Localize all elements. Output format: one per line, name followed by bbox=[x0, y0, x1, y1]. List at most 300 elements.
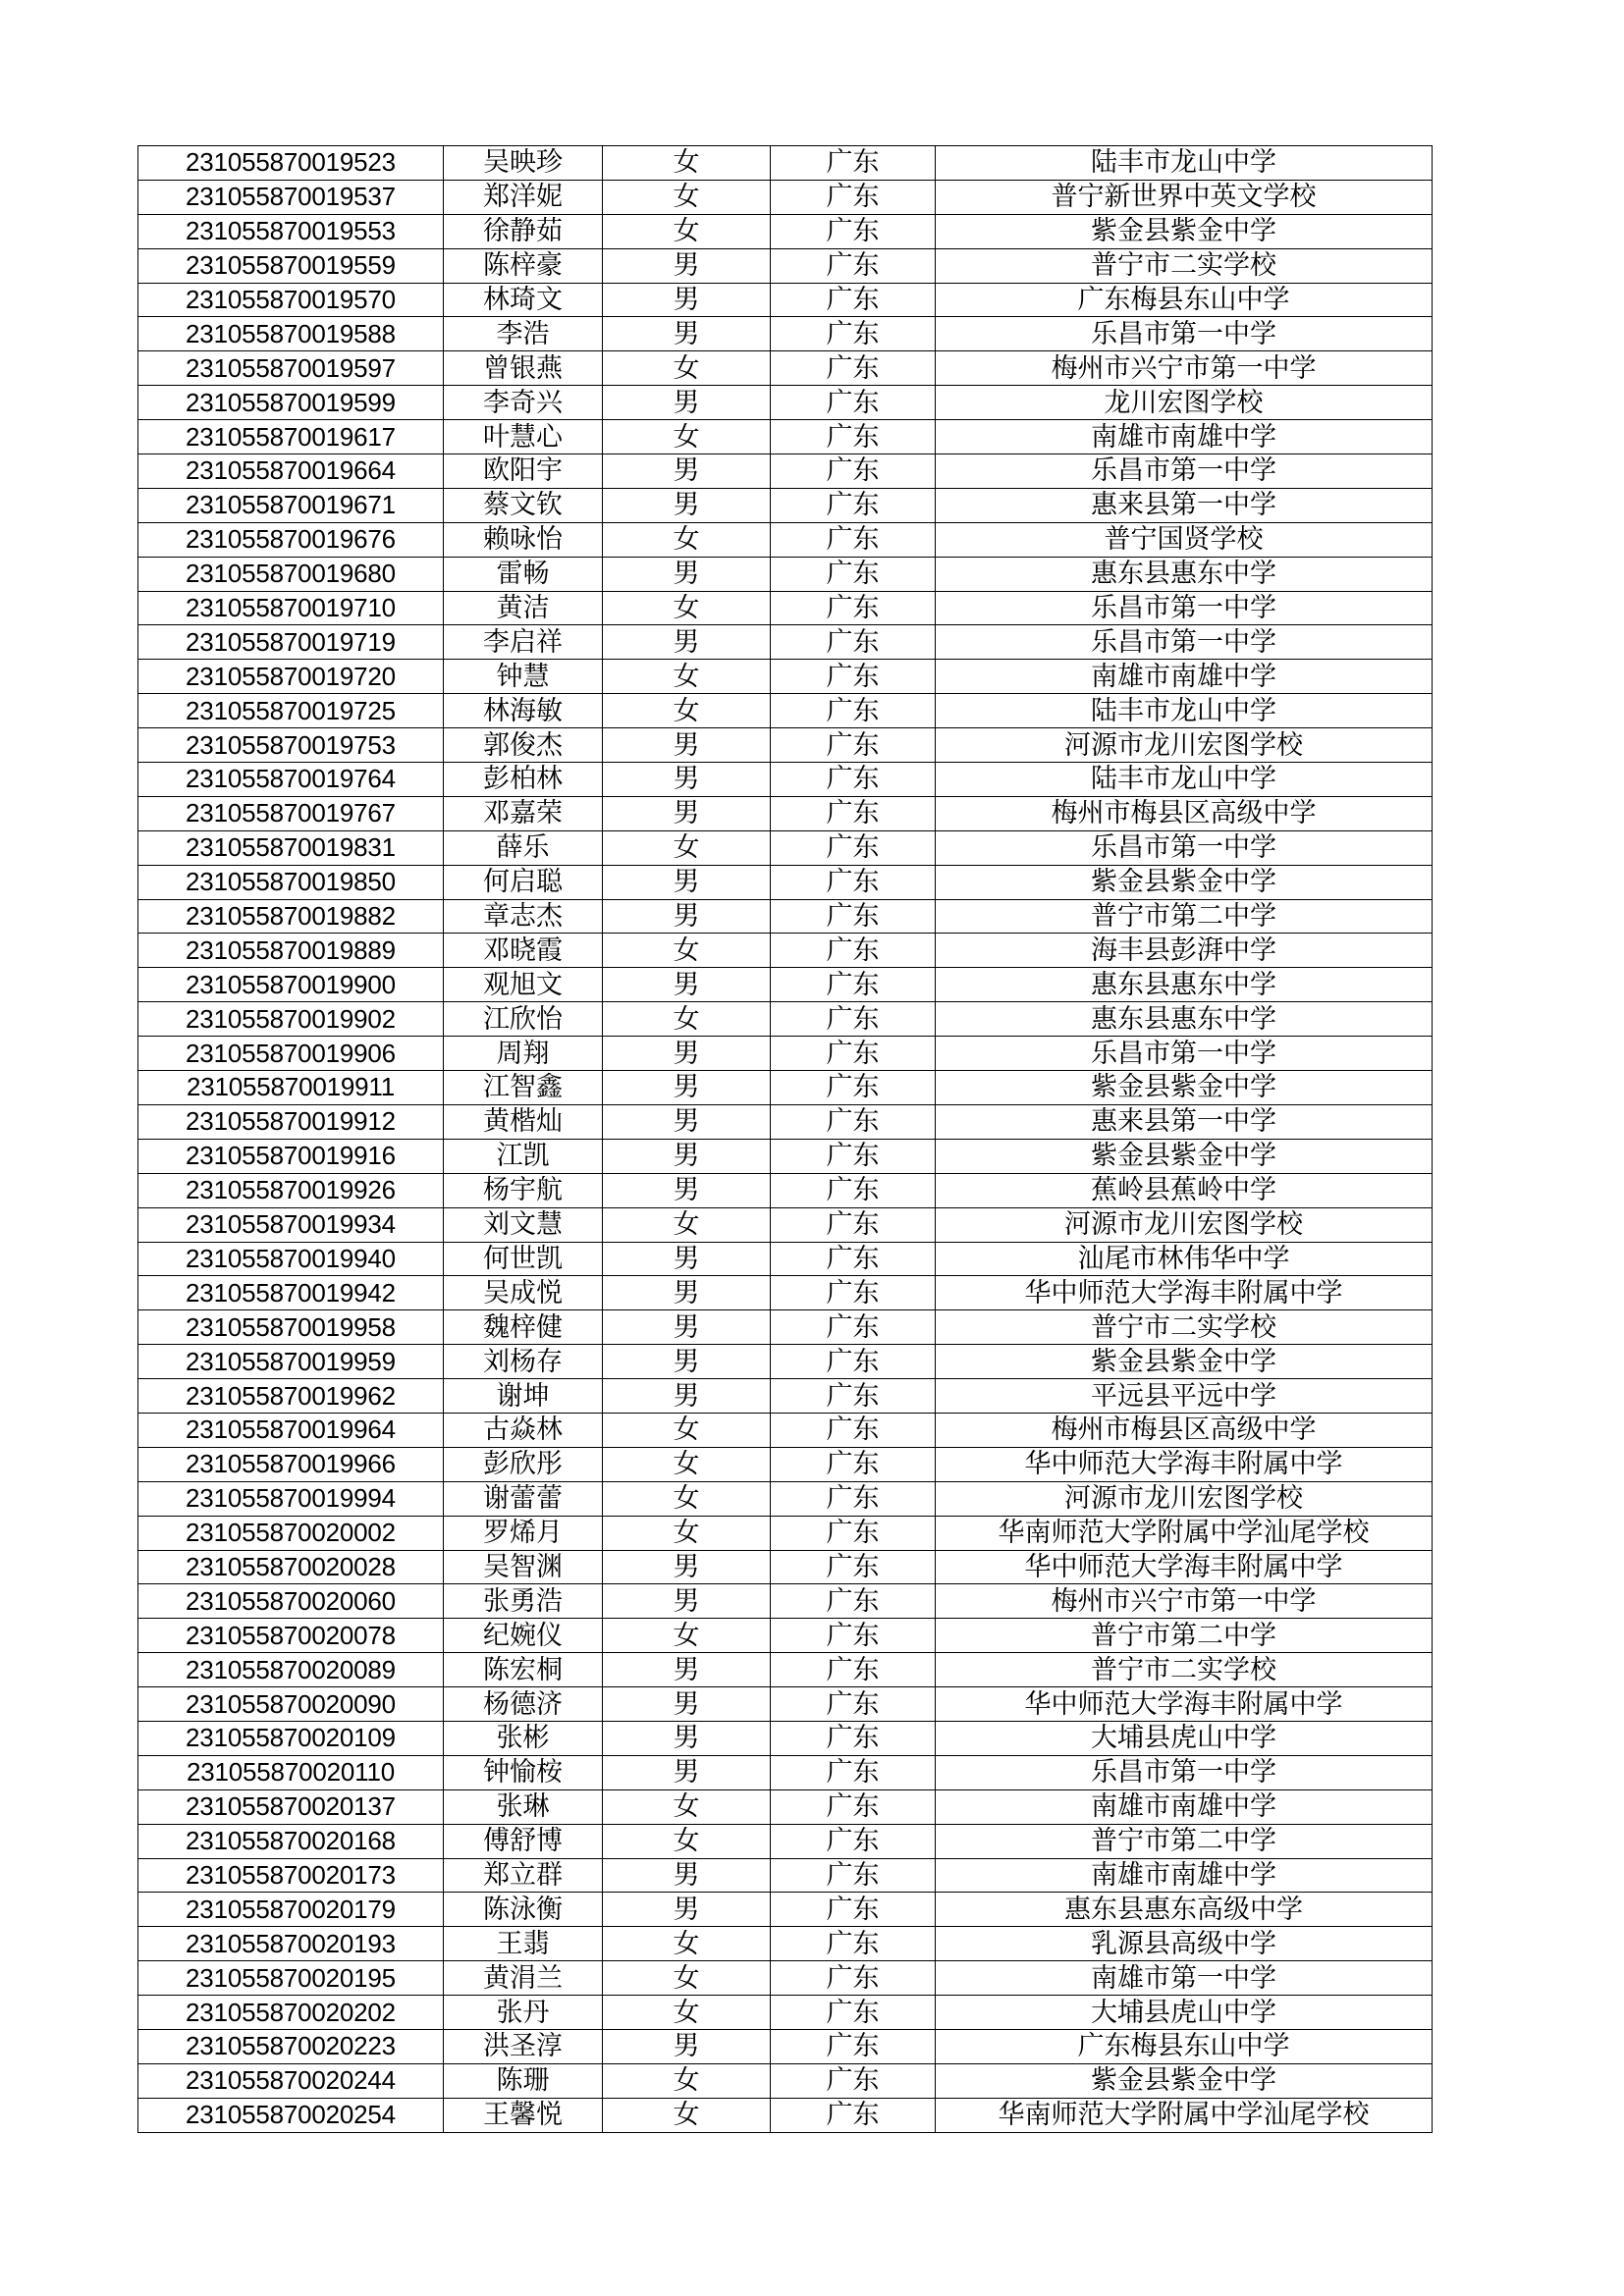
province-cell: 广东 bbox=[771, 351, 936, 386]
student-name-cell: 魏梓健 bbox=[444, 1310, 603, 1345]
gender-cell: 女 bbox=[603, 146, 771, 181]
table-row bbox=[138, 1721, 1433, 1755]
school-cell: 蕉岭县蕉岭中学 bbox=[936, 1173, 1433, 1207]
candidate-id-cell: 231055870019911 bbox=[138, 1071, 444, 1105]
student-name-cell: 张勇浩 bbox=[444, 1584, 603, 1619]
school-cell: 乐昌市第一中学 bbox=[936, 317, 1433, 351]
province-cell: 广东 bbox=[771, 1139, 936, 1173]
candidate-id-cell: 231055870019588 bbox=[138, 317, 444, 351]
candidate-id-cell: 231055870019831 bbox=[138, 830, 444, 865]
province-cell: 广东 bbox=[771, 1413, 936, 1447]
school-cell: 南雄市南雄中学 bbox=[936, 1789, 1433, 1824]
candidate-id-cell: 231055870020202 bbox=[138, 1996, 444, 2030]
gender-cell: 女 bbox=[603, 830, 771, 865]
candidate-id-cell: 231055870019994 bbox=[138, 1481, 444, 1516]
gender-cell: 男 bbox=[603, 488, 771, 522]
gender-cell: 男 bbox=[603, 1550, 771, 1584]
province-cell: 广东 bbox=[771, 1516, 936, 1550]
student-name-cell: 罗烯月 bbox=[444, 1516, 603, 1550]
school-cell: 惠东县惠东高级中学 bbox=[936, 1893, 1433, 1927]
school-cell: 乐昌市第一中学 bbox=[936, 1037, 1433, 1071]
candidate-id-cell: 231055870020090 bbox=[138, 1687, 444, 1722]
candidate-id-cell: 231055870020028 bbox=[138, 1550, 444, 1584]
province-cell: 广东 bbox=[771, 146, 936, 181]
candidate-id-cell: 231055870019958 bbox=[138, 1310, 444, 1345]
gender-cell: 男 bbox=[603, 454, 771, 489]
table-row bbox=[138, 1345, 1433, 1379]
school-cell: 河源市龙川宏图学校 bbox=[936, 1481, 1433, 1516]
school-cell: 华南师范大学附属中学汕尾学校 bbox=[936, 1516, 1433, 1550]
province-cell: 广东 bbox=[771, 591, 936, 625]
province-cell: 广东 bbox=[771, 1002, 936, 1037]
province-cell: 广东 bbox=[771, 248, 936, 283]
school-cell: 广东梅县东山中学 bbox=[936, 2029, 1433, 2063]
school-cell: 南雄市南雄中学 bbox=[936, 420, 1433, 454]
province-cell: 广东 bbox=[771, 283, 936, 317]
candidate-id-cell: 231055870019942 bbox=[138, 1276, 444, 1310]
candidate-id-cell: 231055870020254 bbox=[138, 2098, 444, 2132]
province-cell: 广东 bbox=[771, 1858, 936, 1893]
candidate-id-cell: 231055870019916 bbox=[138, 1139, 444, 1173]
table-row bbox=[138, 1653, 1433, 1687]
gender-cell: 女 bbox=[603, 2098, 771, 2132]
gender-cell: 女 bbox=[603, 1413, 771, 1447]
student-name-cell: 林琦文 bbox=[444, 283, 603, 317]
table-row bbox=[138, 1927, 1433, 1961]
gender-cell: 女 bbox=[603, 522, 771, 557]
student-name-cell: 章志杰 bbox=[444, 899, 603, 934]
gender-cell: 女 bbox=[603, 1824, 771, 1858]
candidate-id-cell: 231055870019900 bbox=[138, 968, 444, 1002]
school-cell: 华南师范大学附属中学汕尾学校 bbox=[936, 2098, 1433, 2132]
table-row bbox=[138, 1755, 1433, 1789]
candidate-id-cell: 231055870020168 bbox=[138, 1824, 444, 1858]
gender-cell: 女 bbox=[603, 351, 771, 386]
student-name-cell: 陈泳衡 bbox=[444, 1893, 603, 1927]
table-row bbox=[138, 283, 1433, 317]
province-cell: 广东 bbox=[771, 1345, 936, 1379]
student-name-cell: 刘文慧 bbox=[444, 1207, 603, 1242]
school-cell: 普宁市第二中学 bbox=[936, 899, 1433, 934]
student-name-cell: 杨宇航 bbox=[444, 1173, 603, 1207]
gender-cell: 女 bbox=[603, 1789, 771, 1824]
table-row bbox=[138, 1789, 1433, 1824]
candidate-id-cell: 231055870020109 bbox=[138, 1721, 444, 1755]
candidate-id-cell: 231055870020110 bbox=[138, 1755, 444, 1789]
student-name-cell: 黄洁 bbox=[444, 591, 603, 625]
candidate-id-cell: 231055870020078 bbox=[138, 1619, 444, 1653]
candidate-id-cell: 231055870020002 bbox=[138, 1516, 444, 1550]
gender-cell: 女 bbox=[603, 1207, 771, 1242]
student-name-cell: 洪圣淳 bbox=[444, 2029, 603, 2063]
school-cell: 惠东县惠东中学 bbox=[936, 1002, 1433, 1037]
table-row bbox=[138, 1550, 1433, 1584]
gender-cell: 男 bbox=[603, 1276, 771, 1310]
student-name-cell: 雷畅 bbox=[444, 557, 603, 591]
candidate-id-cell: 231055870019720 bbox=[138, 660, 444, 694]
table-row bbox=[138, 522, 1433, 557]
candidate-id-cell: 231055870019570 bbox=[138, 283, 444, 317]
gender-cell: 女 bbox=[603, 1961, 771, 1996]
table-row bbox=[138, 146, 1433, 181]
gender-cell: 女 bbox=[603, 1481, 771, 1516]
candidate-id-cell: 231055870019597 bbox=[138, 351, 444, 386]
school-cell: 河源市龙川宏图学校 bbox=[936, 1207, 1433, 1242]
province-cell: 广东 bbox=[771, 317, 936, 351]
school-cell: 梅州市兴宁市第一中学 bbox=[936, 351, 1433, 386]
student-name-cell: 观旭文 bbox=[444, 968, 603, 1002]
candidate-id-cell: 231055870019680 bbox=[138, 557, 444, 591]
student-name-cell: 陈宏桐 bbox=[444, 1653, 603, 1687]
candidate-id-cell: 231055870019664 bbox=[138, 454, 444, 489]
table-row bbox=[138, 830, 1433, 865]
province-cell: 广东 bbox=[771, 1447, 936, 1481]
province-cell: 广东 bbox=[771, 1071, 936, 1105]
school-cell: 惠东县惠东中学 bbox=[936, 557, 1433, 591]
table-row bbox=[138, 1584, 1433, 1619]
gender-cell: 男 bbox=[603, 248, 771, 283]
gender-cell: 女 bbox=[603, 1447, 771, 1481]
province-cell: 广东 bbox=[771, 1584, 936, 1619]
province-cell: 广东 bbox=[771, 522, 936, 557]
gender-cell: 男 bbox=[603, 1893, 771, 1927]
school-cell: 陆丰市龙山中学 bbox=[936, 146, 1433, 181]
province-cell: 广东 bbox=[771, 2063, 936, 2098]
school-cell: 大埔县虎山中学 bbox=[936, 1996, 1433, 2030]
student-name-cell: 张琳 bbox=[444, 1789, 603, 1824]
province-cell: 广东 bbox=[771, 694, 936, 728]
table-row bbox=[138, 1173, 1433, 1207]
gender-cell: 女 bbox=[603, 1927, 771, 1961]
gender-cell: 男 bbox=[603, 1104, 771, 1139]
province-cell: 广东 bbox=[771, 763, 936, 797]
candidate-id-cell: 231055870020223 bbox=[138, 2029, 444, 2063]
school-cell: 汕尾市林伟华中学 bbox=[936, 1242, 1433, 1276]
roster-body bbox=[138, 146, 1433, 2133]
province-cell: 广东 bbox=[771, 1824, 936, 1858]
candidate-id-cell: 231055870019553 bbox=[138, 214, 444, 248]
province-cell: 广东 bbox=[771, 1687, 936, 1722]
gender-cell: 男 bbox=[603, 386, 771, 420]
candidate-id-cell: 231055870020173 bbox=[138, 1858, 444, 1893]
province-cell: 广东 bbox=[771, 1996, 936, 2030]
province-cell: 广东 bbox=[771, 1653, 936, 1687]
school-cell: 紫金县紫金中学 bbox=[936, 1071, 1433, 1105]
table-row bbox=[138, 728, 1433, 763]
student-name-cell: 江凯 bbox=[444, 1139, 603, 1173]
school-cell: 普宁新世界中英文学校 bbox=[936, 180, 1433, 214]
school-cell: 陆丰市龙山中学 bbox=[936, 763, 1433, 797]
student-name-cell: 李浩 bbox=[444, 317, 603, 351]
student-name-cell: 杨德济 bbox=[444, 1687, 603, 1722]
student-name-cell: 欧阳宇 bbox=[444, 454, 603, 489]
candidate-id-cell: 231055870019926 bbox=[138, 1173, 444, 1207]
gender-cell: 男 bbox=[603, 1242, 771, 1276]
student-name-cell: 傅舒博 bbox=[444, 1824, 603, 1858]
gender-cell: 女 bbox=[603, 934, 771, 968]
province-cell: 广东 bbox=[771, 625, 936, 660]
table-row bbox=[138, 1824, 1433, 1858]
candidate-id-cell: 231055870019523 bbox=[138, 146, 444, 181]
province-cell: 广东 bbox=[771, 1207, 936, 1242]
table-row bbox=[138, 865, 1433, 899]
table-row bbox=[138, 214, 1433, 248]
table-row bbox=[138, 1104, 1433, 1139]
candidate-id-cell: 231055870019962 bbox=[138, 1379, 444, 1414]
student-name-cell: 王馨悦 bbox=[444, 2098, 603, 2132]
student-name-cell: 钟慧 bbox=[444, 660, 603, 694]
school-cell: 河源市龙川宏图学校 bbox=[936, 728, 1433, 763]
province-cell: 广东 bbox=[771, 865, 936, 899]
candidate-id-cell: 231055870019912 bbox=[138, 1104, 444, 1139]
student-name-cell: 曾银燕 bbox=[444, 351, 603, 386]
table-row bbox=[138, 1207, 1433, 1242]
gender-cell: 男 bbox=[603, 1379, 771, 1414]
table-row bbox=[138, 386, 1433, 420]
table-row bbox=[138, 1002, 1433, 1037]
student-name-cell: 郑洋妮 bbox=[444, 180, 603, 214]
table-row bbox=[138, 248, 1433, 283]
table-row bbox=[138, 899, 1433, 934]
candidate-id-cell: 231055870019617 bbox=[138, 420, 444, 454]
school-cell: 紫金县紫金中学 bbox=[936, 1345, 1433, 1379]
province-cell: 广东 bbox=[771, 796, 936, 830]
gender-cell: 男 bbox=[603, 317, 771, 351]
table-row bbox=[138, 1413, 1433, 1447]
table-row bbox=[138, 1139, 1433, 1173]
school-cell: 海丰县彭湃中学 bbox=[936, 934, 1433, 968]
table-row bbox=[138, 351, 1433, 386]
candidate-id-cell: 231055870019725 bbox=[138, 694, 444, 728]
gender-cell: 男 bbox=[603, 557, 771, 591]
province-cell: 广东 bbox=[771, 1242, 936, 1276]
candidate-id-cell: 231055870019537 bbox=[138, 180, 444, 214]
gender-cell: 男 bbox=[603, 1687, 771, 1722]
gender-cell: 男 bbox=[603, 1310, 771, 1345]
school-cell: 华中师范大学海丰附属中学 bbox=[936, 1447, 1433, 1481]
candidate-id-cell: 231055870019966 bbox=[138, 1447, 444, 1481]
province-cell: 广东 bbox=[771, 1755, 936, 1789]
table-row bbox=[138, 1619, 1433, 1653]
student-name-cell: 彭欣彤 bbox=[444, 1447, 603, 1481]
student-name-cell: 彭柏林 bbox=[444, 763, 603, 797]
student-name-cell: 张彬 bbox=[444, 1721, 603, 1755]
gender-cell: 男 bbox=[603, 1173, 771, 1207]
gender-cell: 女 bbox=[603, 1996, 771, 2030]
school-cell: 乐昌市第一中学 bbox=[936, 454, 1433, 489]
province-cell: 广东 bbox=[771, 830, 936, 865]
table-row bbox=[138, 1447, 1433, 1481]
school-cell: 乐昌市第一中学 bbox=[936, 625, 1433, 660]
student-name-cell: 刘杨存 bbox=[444, 1345, 603, 1379]
candidate-id-cell: 231055870019940 bbox=[138, 1242, 444, 1276]
province-cell: 广东 bbox=[771, 1927, 936, 1961]
school-cell: 南雄市第一中学 bbox=[936, 1961, 1433, 1996]
table-row bbox=[138, 1379, 1433, 1414]
table-row bbox=[138, 1687, 1433, 1722]
school-cell: 梅州市梅县区高级中学 bbox=[936, 796, 1433, 830]
student-name-cell: 何启聪 bbox=[444, 865, 603, 899]
school-cell: 普宁市二实学校 bbox=[936, 1310, 1433, 1345]
student-name-cell: 李奇兴 bbox=[444, 386, 603, 420]
school-cell: 大埔县虎山中学 bbox=[936, 1721, 1433, 1755]
gender-cell: 男 bbox=[603, 899, 771, 934]
gender-cell: 女 bbox=[603, 214, 771, 248]
student-name-cell: 江智鑫 bbox=[444, 1071, 603, 1105]
table-row bbox=[138, 420, 1433, 454]
school-cell: 南雄市南雄中学 bbox=[936, 1858, 1433, 1893]
school-cell: 平远县平远中学 bbox=[936, 1379, 1433, 1414]
table-row bbox=[138, 968, 1433, 1002]
school-cell: 乐昌市第一中学 bbox=[936, 1755, 1433, 1789]
province-cell: 广东 bbox=[771, 420, 936, 454]
student-name-cell: 郭俊杰 bbox=[444, 728, 603, 763]
school-cell: 华中师范大学海丰附属中学 bbox=[936, 1687, 1433, 1722]
candidate-id-cell: 231055870019559 bbox=[138, 248, 444, 283]
student-name-cell: 叶慧心 bbox=[444, 420, 603, 454]
province-cell: 广东 bbox=[771, 1550, 936, 1584]
student-name-cell: 邓嘉荣 bbox=[444, 796, 603, 830]
province-cell: 广东 bbox=[771, 1721, 936, 1755]
gender-cell: 男 bbox=[603, 1858, 771, 1893]
student-name-cell: 周翔 bbox=[444, 1037, 603, 1071]
province-cell: 广东 bbox=[771, 1379, 936, 1414]
table-row bbox=[138, 317, 1433, 351]
gender-cell: 女 bbox=[603, 420, 771, 454]
gender-cell: 男 bbox=[603, 796, 771, 830]
school-cell: 惠来县第一中学 bbox=[936, 1104, 1433, 1139]
gender-cell: 男 bbox=[603, 625, 771, 660]
province-cell: 广东 bbox=[771, 1037, 936, 1071]
school-cell: 陆丰市龙山中学 bbox=[936, 694, 1433, 728]
candidate-id-cell: 231055870020089 bbox=[138, 1653, 444, 1687]
province-cell: 广东 bbox=[771, 1276, 936, 1310]
student-name-cell: 黄楷灿 bbox=[444, 1104, 603, 1139]
school-cell: 普宁市二实学校 bbox=[936, 1653, 1433, 1687]
candidate-id-cell: 231055870019882 bbox=[138, 899, 444, 934]
table-row bbox=[138, 591, 1433, 625]
school-cell: 南雄市南雄中学 bbox=[936, 660, 1433, 694]
candidate-id-cell: 231055870019767 bbox=[138, 796, 444, 830]
gender-cell: 男 bbox=[603, 1721, 771, 1755]
province-cell: 广东 bbox=[771, 968, 936, 1002]
school-cell: 惠东县惠东中学 bbox=[936, 968, 1433, 1002]
school-cell: 梅州市梅县区高级中学 bbox=[936, 1413, 1433, 1447]
candidate-id-cell: 231055870019889 bbox=[138, 934, 444, 968]
student-name-cell: 黄涓兰 bbox=[444, 1961, 603, 1996]
student-name-cell: 徐静茹 bbox=[444, 214, 603, 248]
table-row bbox=[138, 796, 1433, 830]
candidate-id-cell: 231055870020195 bbox=[138, 1961, 444, 1996]
school-cell: 紫金县紫金中学 bbox=[936, 2063, 1433, 2098]
school-cell: 普宁市二实学校 bbox=[936, 248, 1433, 283]
gender-cell: 男 bbox=[603, 1345, 771, 1379]
gender-cell: 女 bbox=[603, 2063, 771, 2098]
gender-cell: 女 bbox=[603, 1516, 771, 1550]
table-row bbox=[138, 454, 1433, 489]
student-name-cell: 李启祥 bbox=[444, 625, 603, 660]
student-name-cell: 陈珊 bbox=[444, 2063, 603, 2098]
table-row bbox=[138, 180, 1433, 214]
gender-cell: 女 bbox=[603, 1619, 771, 1653]
gender-cell: 男 bbox=[603, 763, 771, 797]
table-row bbox=[138, 1858, 1433, 1893]
province-cell: 广东 bbox=[771, 934, 936, 968]
table-row bbox=[138, 488, 1433, 522]
table-row bbox=[138, 660, 1433, 694]
table-row bbox=[138, 1276, 1433, 1310]
gender-cell: 女 bbox=[603, 694, 771, 728]
candidate-id-cell: 231055870019719 bbox=[138, 625, 444, 660]
province-cell: 广东 bbox=[771, 180, 936, 214]
gender-cell: 男 bbox=[603, 1139, 771, 1173]
table-row bbox=[138, 763, 1433, 797]
student-name-cell: 何世凯 bbox=[444, 1242, 603, 1276]
student-name-cell: 钟愉桉 bbox=[444, 1755, 603, 1789]
school-cell: 惠来县第一中学 bbox=[936, 488, 1433, 522]
table-row bbox=[138, 2063, 1433, 2098]
school-cell: 紫金县紫金中学 bbox=[936, 1139, 1433, 1173]
province-cell: 广东 bbox=[771, 1310, 936, 1345]
table-row bbox=[138, 2098, 1433, 2132]
student-name-cell: 蔡文钦 bbox=[444, 488, 603, 522]
gender-cell: 男 bbox=[603, 1037, 771, 1071]
school-cell: 普宁市第二中学 bbox=[936, 1619, 1433, 1653]
candidate-id-cell: 231055870020179 bbox=[138, 1893, 444, 1927]
candidate-id-cell: 231055870019934 bbox=[138, 1207, 444, 1242]
student-name-cell: 古焱林 bbox=[444, 1413, 603, 1447]
school-cell: 梅州市兴宁市第一中学 bbox=[936, 1584, 1433, 1619]
province-cell: 广东 bbox=[771, 728, 936, 763]
school-cell: 乐昌市第一中学 bbox=[936, 830, 1433, 865]
table-row bbox=[138, 1961, 1433, 1996]
gender-cell: 男 bbox=[603, 1755, 771, 1789]
student-name-cell: 王翡 bbox=[444, 1927, 603, 1961]
table-row bbox=[138, 1037, 1433, 1071]
gender-cell: 男 bbox=[603, 1071, 771, 1105]
table-row bbox=[138, 1242, 1433, 1276]
gender-cell: 男 bbox=[603, 1653, 771, 1687]
gender-cell: 男 bbox=[603, 1584, 771, 1619]
table-row bbox=[138, 1071, 1433, 1105]
school-cell: 紫金县紫金中学 bbox=[936, 865, 1433, 899]
gender-cell: 男 bbox=[603, 728, 771, 763]
student-name-cell: 邓晓霞 bbox=[444, 934, 603, 968]
table-row bbox=[138, 557, 1433, 591]
province-cell: 广东 bbox=[771, 454, 936, 489]
student-name-cell: 薛乐 bbox=[444, 830, 603, 865]
province-cell: 广东 bbox=[771, 214, 936, 248]
province-cell: 广东 bbox=[771, 899, 936, 934]
student-name-cell: 张丹 bbox=[444, 1996, 603, 2030]
student-name-cell: 吴智渊 bbox=[444, 1550, 603, 1584]
school-cell: 普宁国贤学校 bbox=[936, 522, 1433, 557]
candidate-id-cell: 231055870020137 bbox=[138, 1789, 444, 1824]
student-name-cell: 郑立群 bbox=[444, 1858, 603, 1893]
school-cell: 广东梅县东山中学 bbox=[936, 283, 1433, 317]
gender-cell: 女 bbox=[603, 591, 771, 625]
candidate-id-cell: 231055870019764 bbox=[138, 763, 444, 797]
table-row bbox=[138, 1516, 1433, 1550]
student-name-cell: 吴成悦 bbox=[444, 1276, 603, 1310]
gender-cell: 女 bbox=[603, 660, 771, 694]
table-row bbox=[138, 1893, 1433, 1927]
province-cell: 广东 bbox=[771, 557, 936, 591]
candidate-id-cell: 231055870019902 bbox=[138, 1002, 444, 1037]
candidate-id-cell: 231055870020244 bbox=[138, 2063, 444, 2098]
school-cell: 普宁市第二中学 bbox=[936, 1824, 1433, 1858]
candidate-id-cell: 231055870020060 bbox=[138, 1584, 444, 1619]
